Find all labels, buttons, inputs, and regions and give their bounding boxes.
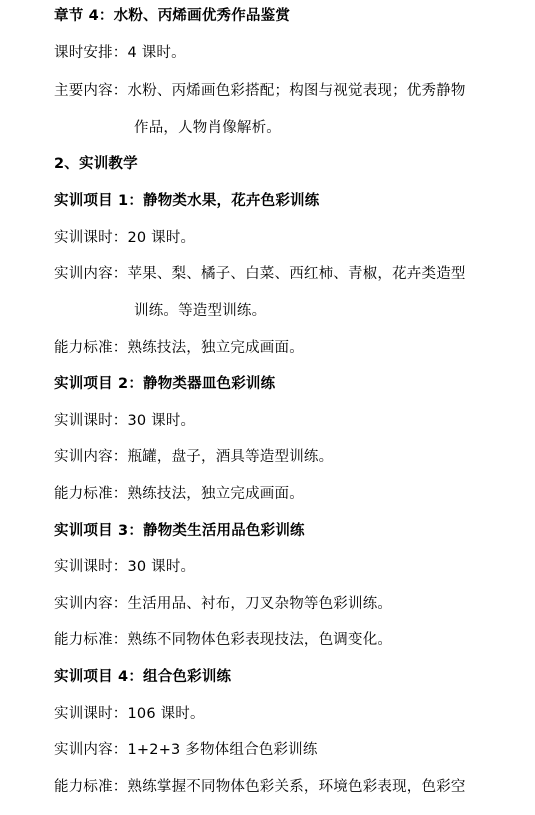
chapter-4-content: 主要内容：水粉、丙烯画色彩搭配；构图与视觉表现；优秀静物 xyxy=(54,83,466,99)
project-4-hours: 实训课时：106 课时。 xyxy=(54,706,205,722)
project-3-heading: 实训项目 3：静物类生活用品色彩训练 xyxy=(54,523,305,539)
project-3-content: 实训内容：生活用品、衬布，刀叉杂物等色彩训练。 xyxy=(54,596,393,612)
project-1-content-continued: 训练。等造型训练。 xyxy=(134,303,267,319)
project-3-standard: 能力标准：熟练不同物体色彩表现技法，色调变化。 xyxy=(54,632,393,648)
project-2-standard: 能力标准：熟练技法，独立完成画面。 xyxy=(54,486,304,502)
chapter-4-hours: 课时安排：4 课时。 xyxy=(54,45,186,61)
project-2-heading: 实训项目 2：静物类器皿色彩训练 xyxy=(54,376,276,392)
project-2-hours: 实训课时：30 课时。 xyxy=(54,413,196,429)
project-1-hours: 实训课时：20 课时。 xyxy=(54,230,196,246)
project-4-heading: 实训项目 4：组合色彩训练 xyxy=(54,669,232,685)
project-4-content: 实训内容：1+2+3 多物体组合色彩训练 xyxy=(54,742,318,758)
project-3-hours: 实训课时：30 课时。 xyxy=(54,559,196,575)
chapter-4-heading: 章节 4：水粉、丙烯画优秀作品鉴赏 xyxy=(54,8,291,24)
project-2-content: 实训内容：瓶罐，盘子，酒具等造型训练。 xyxy=(54,449,334,465)
project-4-standard: 能力标准：熟练掌握不同物体色彩关系，环境色彩表现，色彩空 xyxy=(54,779,466,795)
project-1-content: 实训内容：苹果、梨、橘子、白菜、西红柿、青椒，花卉类造型 xyxy=(54,266,466,282)
project-1-heading: 实训项目 1：静物类水果，花卉色彩训练 xyxy=(54,193,320,209)
section-practical-teaching-heading: 2、实训教学 xyxy=(54,156,138,172)
chapter-4-content-continued: 作品，人物肖像解析。 xyxy=(134,120,281,136)
project-1-standard: 能力标准：熟练技法，独立完成画面。 xyxy=(54,340,304,356)
